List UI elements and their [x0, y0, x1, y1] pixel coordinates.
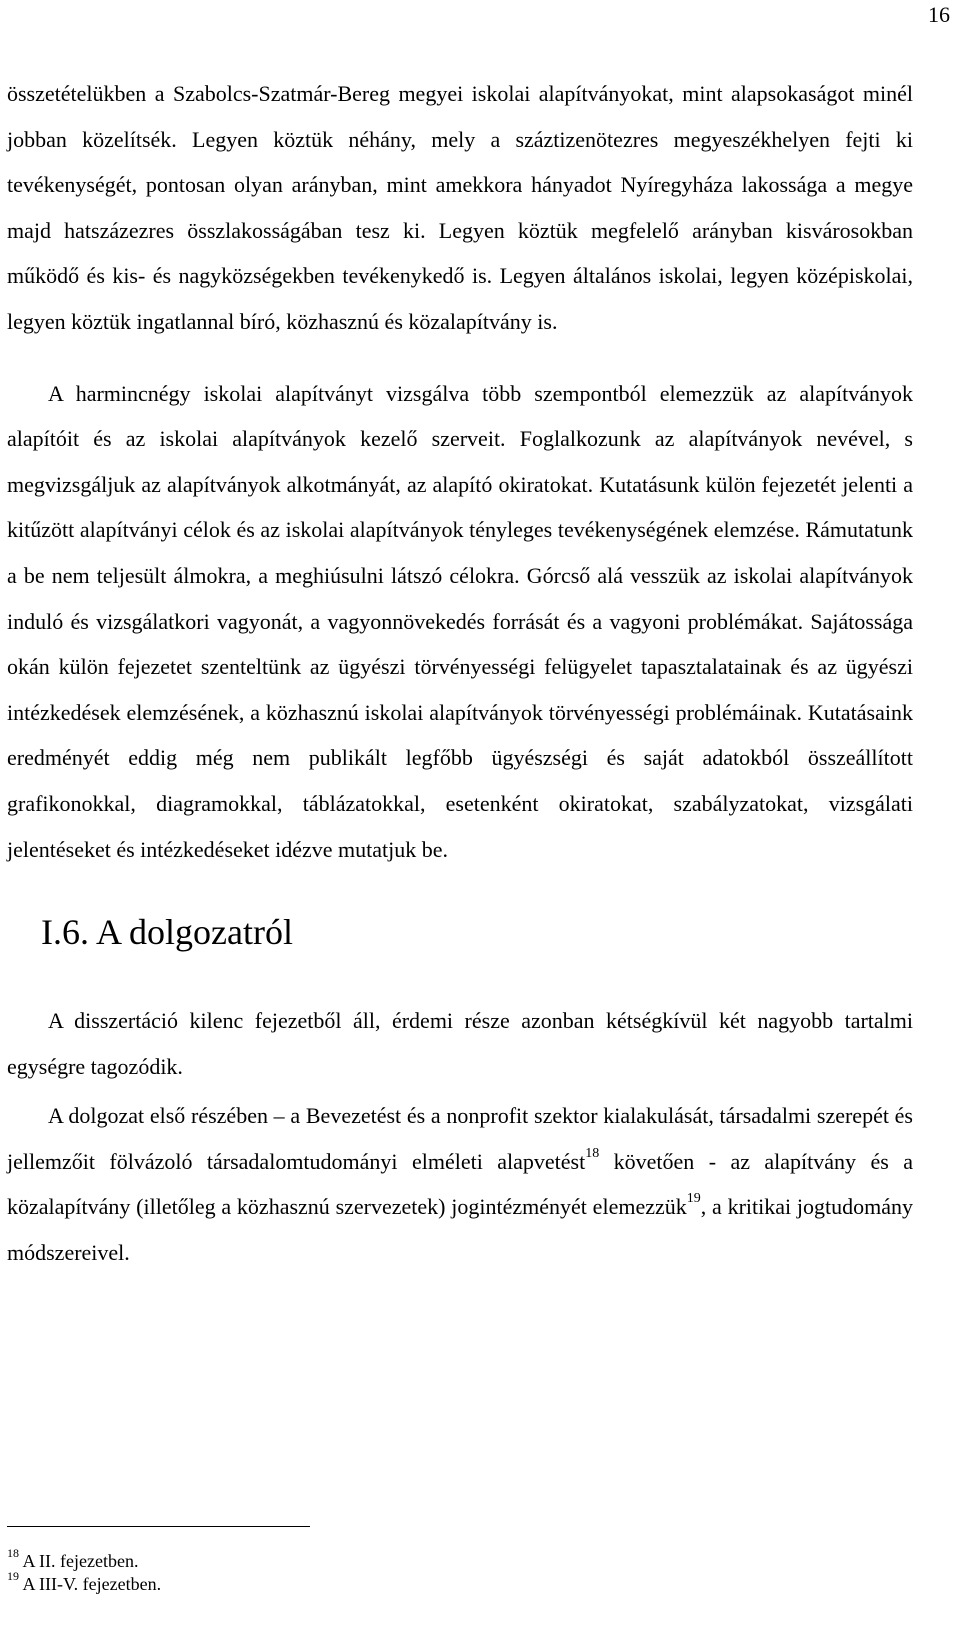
footnote-ref-18[interactable]: 18: [585, 1145, 600, 1161]
footnotes: [7, 1546, 913, 1596]
paragraph-first-part-text-1: A dolgozat első részében – a Bevezetést és a nonprofit szektor kialakulását, társadalmi szerepét és jellemzőit fölvázoló társadalomtudományi elméleti alapvetést: [7, 1103, 913, 1174]
paragraph-continuation: összetételükben a Szabolcs-Szatmár-Bereg megyei iskolai alapítványokat, mint alapsokaságot minél jobban közelítsék. Legyen köztük néhány, mely a száztizenötezres megyeszékhelyen fejti ki tevékenységét, pontosan olyan arányban, mint amekkora hányadot Nyíregyháza lakossága a megye majd hatszázezres összlakosságában tesz ki. Legyen köztük megfelelő arányban kisvárosokban működő és kis- és nagyközségekben tevékenykedő is. Legyen általános iskolai, legyen középiskolai, legyen köztük ingatlannal bíró, közhasznú és közalapítvány is.: [7, 81, 913, 334]
paragraph-research-scope: A harmincnégy iskolai alapítványt vizsgálva több szempontból elemezzük az alapítványok alapítóit és az iskolai alapítványok kezelő szerveit. Foglalkozunk az alapítványok nevével, s megvizsgáljuk az alapítványok alkotmányát, az alapító okiratokat. Kutatásunk külön fejezetét jelenti a kitűzött alapítványi célok és az iskolai alapítványok tényleges tevékenységének elemzése. Rámutatunk a be nem teljesült álmokra, a meghiúsulni látszó célokra. Górcső alá vesszük az iskolai alapítványok induló és vizsgálatkori vagyonát, a vagyonnövekedés forrását és a vagyoni problémákat. Sajátossága okán külön fejezetet szenteltünk az ügyészi törvényességi felügyelet tapasztalatainak és az ügyészi intézkedések elemzésének, a közhasznú iskolai alapítványok törvényességi problémáinak. Kutatásaink eredményét eddig még nem publikált legfőbb ügyészségi és saját adatokból összeállított grafikonokkal, diagramokkal, táblázatokkal, esetenként okiratokat, szabályzatokat, vizsgálati jelentéseket és intézkedéseket idézve mutatjuk be.: [7, 380, 913, 862]
footnote-ref-19[interactable]: 19: [686, 1191, 701, 1207]
section-heading: I.6. A dolgozatról: [41, 912, 293, 953]
footnote-18: [7, 1546, 913, 1573]
footnote-divider: [7, 1526, 310, 1527]
document-body: [7, 71, 913, 1276]
footnote-text: A III-V. fejezetben.: [19, 1574, 162, 1594]
paragraph-first-part-text-2: követően - az alapítvány és a közalapítvány (illetőleg a közhasznú szervezetek) jogintézményét elemezzük: [7, 1148, 913, 1220]
paragraph-structure: A disszertáció kilenc fejezetből áll, érdemi része azonban kétségkívül két nagyobb tartalmi egységre tagozódik.: [7, 1008, 913, 1079]
paragraph-first-part: [7, 1093, 913, 1275]
footnote-number: 18: [7, 1546, 19, 1560]
page-number: 16: [928, 2, 950, 27]
footnote-text: A II. fejezetben.: [19, 1551, 139, 1571]
paragraph-first-part-text-3: , a kritikai jogtudomány módszereivel.: [7, 1194, 914, 1266]
footnote-19: [7, 1569, 913, 1596]
footnote-number: 19: [7, 1569, 19, 1583]
